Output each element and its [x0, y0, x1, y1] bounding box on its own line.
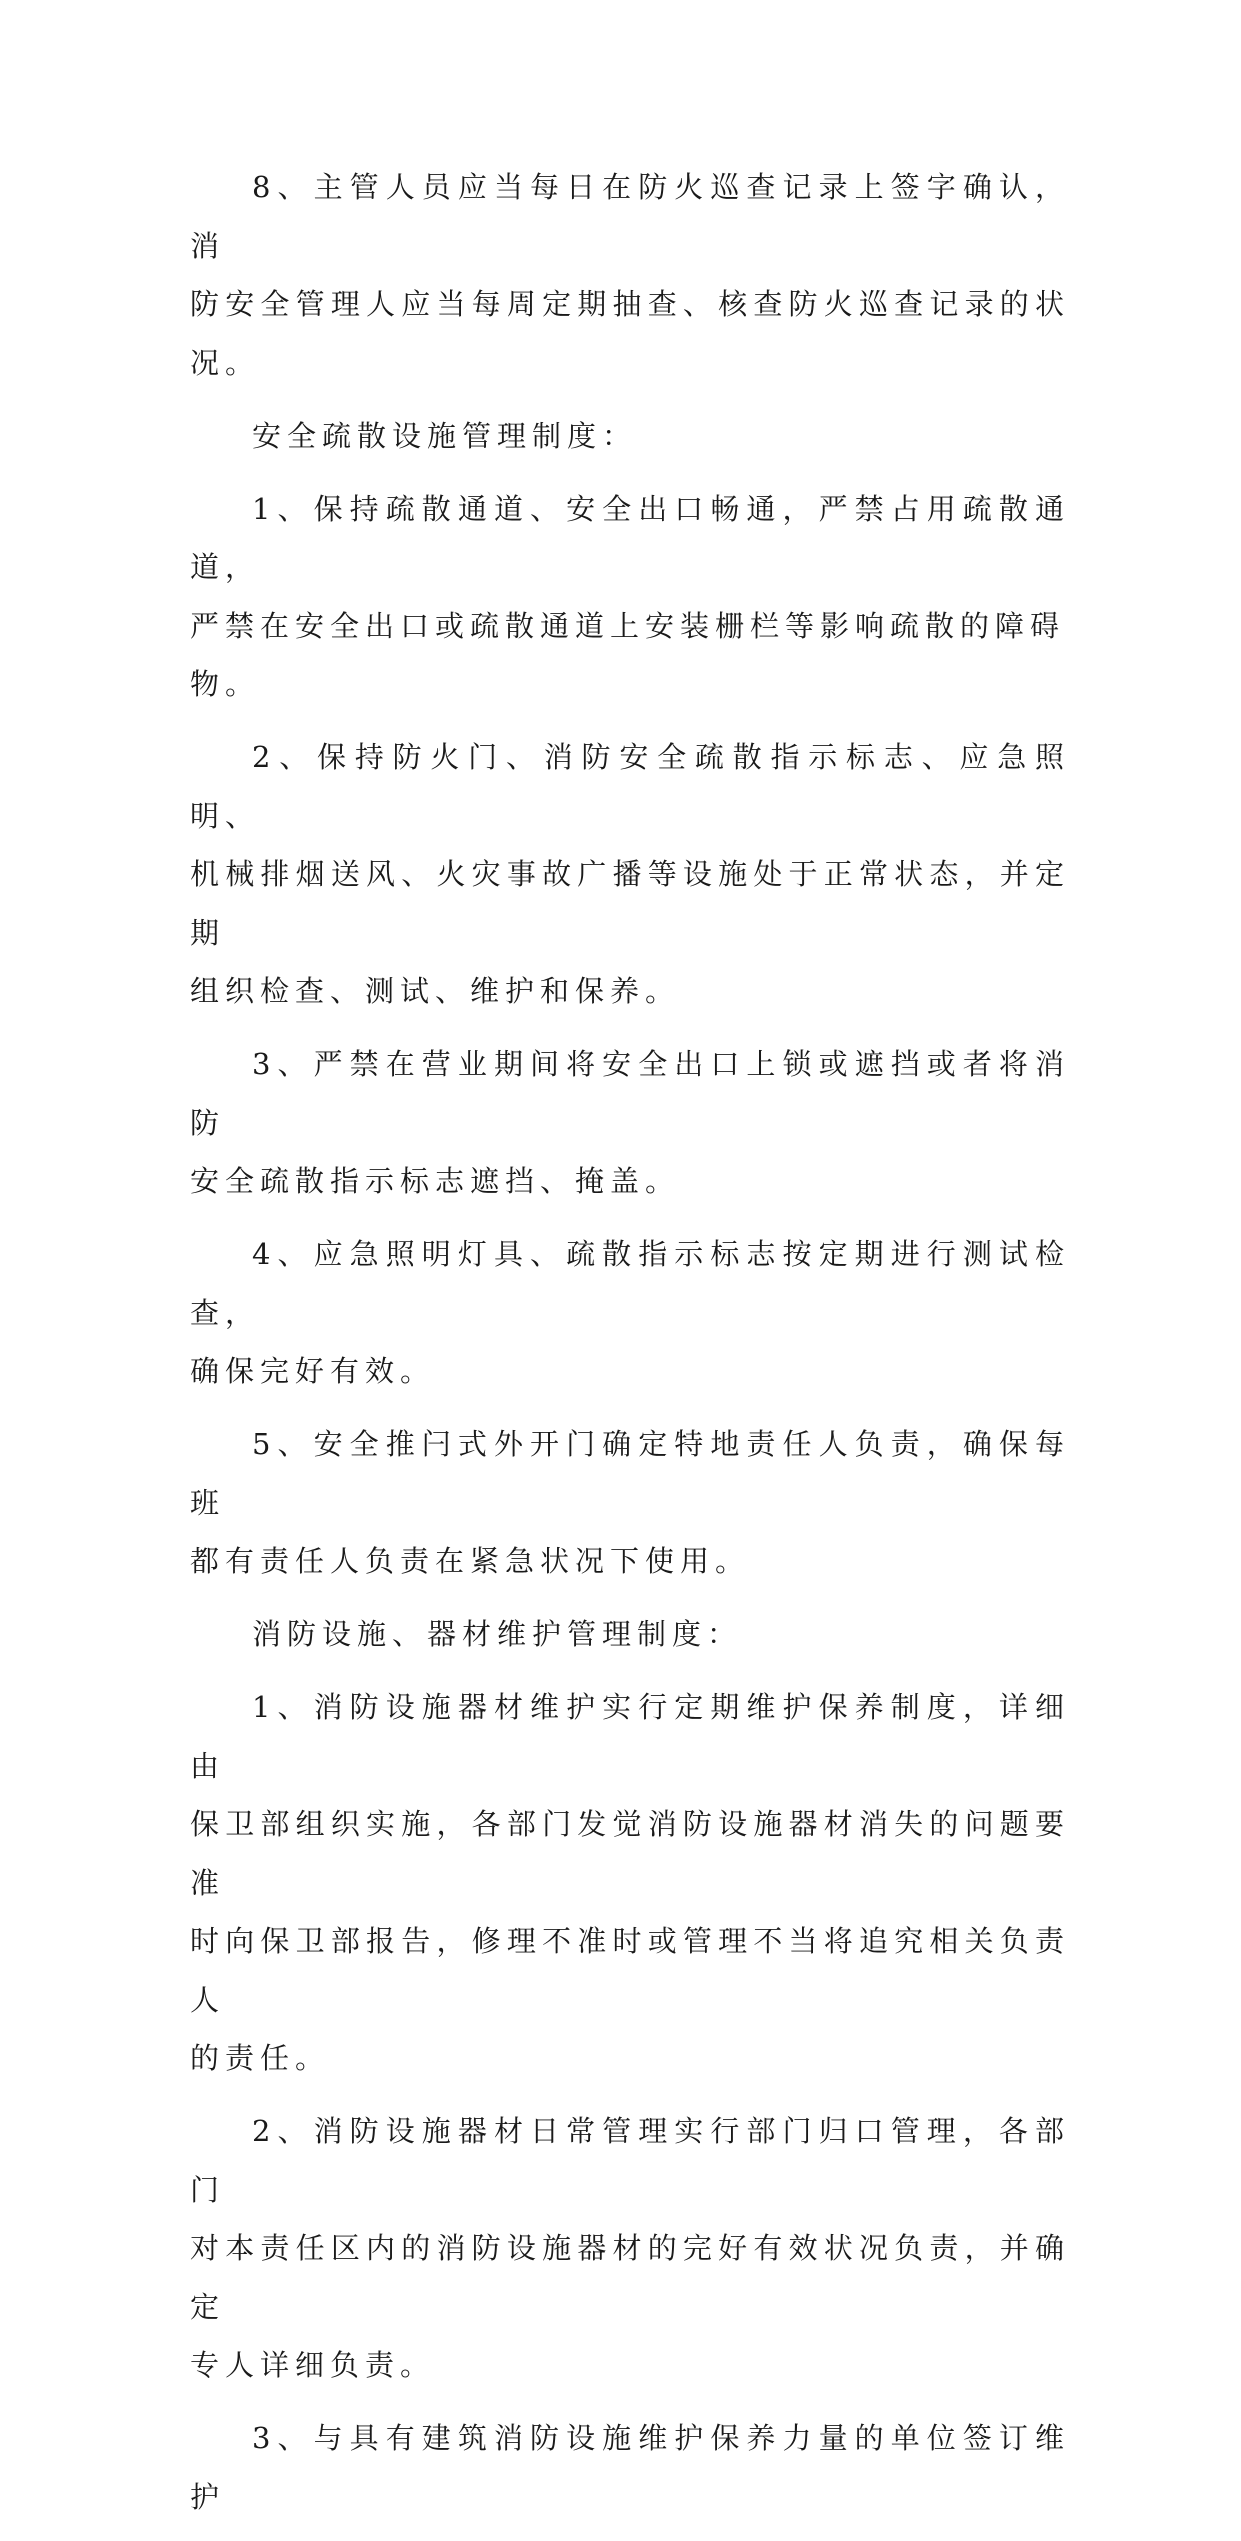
text-line: 3、严禁在营业期间将安全出口上锁或遮挡或者将消防 [190, 1047, 1070, 1140]
text-line: 都有责任人负责在紧急状况下使用。 [190, 1544, 751, 1578]
text-line: 3、与具有建筑消防设施维护保养力量的单位签订维护 [190, 2421, 1070, 2514]
text-line: 1、保持疏散通道、安全出口畅通，严禁占用疏散通道， [190, 491, 1070, 584]
text-line: 4、应急照明灯具、疏散指示标志按定期进行测试检查， [190, 1237, 1070, 1330]
text-line: 的责任。 [190, 2041, 331, 2075]
text-line: 时向保卫部报告，修理不准时或管理不当将追究相关负责人 [190, 1924, 1070, 2017]
text-line: 严禁在安全出口或疏散通道上安装栅栏等影响疏散的障碍 [190, 608, 1066, 643]
text-line: 5、安全推闩式外开门确定特地责任人负责，确保每班 [190, 1427, 1070, 1520]
paragraph-evacuation-4 [190, 1225, 1070, 1401]
text-line: 对本责任区内的消防设施器材的完好有效状况负责，并确定 [190, 2231, 1070, 2324]
paragraph-evacuation-1 [190, 480, 1070, 714]
text-line: 1、消防设施器材维护实行定期维护保养制度，详细由 [190, 1690, 1070, 1783]
section-heading-evacuation [190, 407, 1070, 466]
paragraph-evacuation-2 [190, 728, 1070, 1021]
paragraph-equipment-3 [190, 2409, 1070, 2526]
paragraph-evacuation-5 [190, 1415, 1070, 1591]
section-heading-fire-equipment [190, 1605, 1070, 1664]
paragraph-evacuation-3 [190, 1035, 1070, 1211]
text-line: 组织检查、测试、维护和保养。 [190, 974, 681, 1008]
text-line: 机械排烟送风、火灾事故广播等设施处于正常状态，并定期 [190, 857, 1070, 950]
text-line: 确保完好有效。 [190, 1354, 436, 1388]
text-line: 物。 [190, 667, 261, 701]
paragraph-equipment-1 [190, 1678, 1070, 2088]
text-line: 保卫部组织实施，各部门发觉消防设施器材消失的问题要准 [190, 1807, 1070, 1900]
paragraph-item-8 [190, 158, 1070, 392]
text-line: 安全疏散指示标志遮挡、掩盖。 [190, 1164, 681, 1198]
text-line: 专人详细负责。 [190, 2348, 436, 2382]
text-line: 消防设施、器材维护管理制度： [252, 1617, 743, 1651]
text-line: 防安全管理人应当每周定期抽查、核查防火巡查记录的状况。 [190, 287, 1070, 380]
text-line: 安全疏散设施管理制度： [252, 418, 638, 453]
text-line: 2、保持防火门、消防安全疏散指示标志、应急照明、 [190, 740, 1070, 833]
text-line: 2、消防设施器材日常管理实行部门归口管理，各部门 [190, 2114, 1070, 2207]
document-body [190, 158, 1070, 2541]
paragraph-equipment-2 [190, 2102, 1070, 2395]
text-line: 8、主管人员应当每日在防火巡查记录上签字确认，消 [190, 170, 1070, 263]
